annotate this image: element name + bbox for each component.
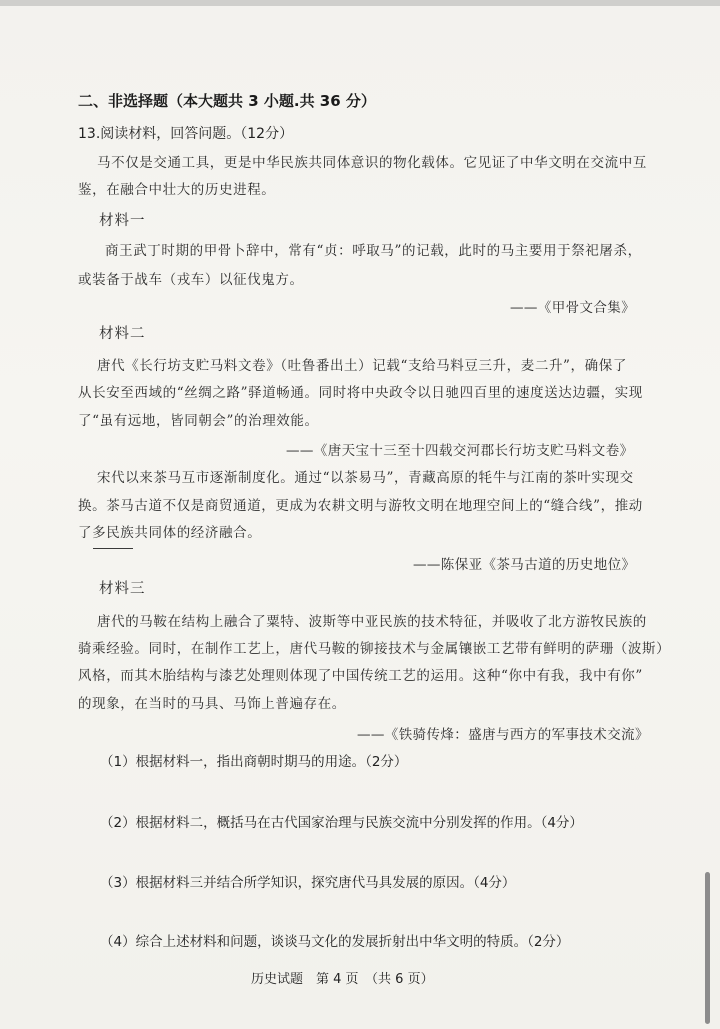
material-text-line: 或装备于战车（戎车）以征伐鬼方。 <box>78 272 304 288</box>
intro-line: 马不仅是交通工具，更是中华民族共同体意识的物化载体。它见证了中华文明在交流中互 <box>97 155 647 171</box>
material-label: 材料二 <box>99 326 146 342</box>
page-footer: 历史试题 第 4 页 （共 6 页） <box>251 972 434 987</box>
material-text-line: 宋代以来茶马互市逐渐制度化。通过“以茶易马”，青藏高原的牦牛与江南的茶叶实现交 <box>97 470 634 486</box>
section-title: 二、非选择题（本大题共 3 小题.共 36 分） <box>78 92 376 110</box>
material-text-line: 换。茶马古道不仅是商贸通道，更成为农耕文明与游牧文明在地理空间上的“缝合线”，推动 <box>78 498 643 514</box>
material-source: ——陈保亚《茶马古道的历史地位》 <box>413 557 636 573</box>
material-text-line: 唐代《长行坊支贮马料文卷》（吐鲁番出土）记载“支给马料豆三升，麦二升”，确保了 <box>97 358 627 374</box>
intro-line: 鉴，在融合中壮大的历史进程。 <box>78 182 276 198</box>
top-edge <box>0 0 720 6</box>
subquestion-3: （3）根据材料三并结合所学知识，探究唐代马具发展的原因。（4分） <box>100 875 516 891</box>
material-text-line: 了“虽有远地，皆同朝会”的治理效能。 <box>78 413 319 429</box>
material-text-line: 从长安至西域的“丝绸之路”驿道畅通。同时将中央政令以日驰四百里的速度送达边疆，实现 <box>78 385 643 401</box>
material-source: ——《铁骑传烽：盛唐与西方的军事技术交流》 <box>357 727 649 743</box>
material-source: ——《唐天宝十三至十四载交河郡长行坊支贮马料文卷》 <box>286 443 634 459</box>
scrollbar[interactable] <box>705 872 710 1024</box>
question-title: 13.阅读材料，回答问题。（12分） <box>78 126 294 142</box>
material-text-line: 了多民族共同体的经济融合。 <box>78 525 262 541</box>
material-text-line: 商王武丁时期的甲骨卜辞中，常有“贞：呼取马”的记载，此时的马主要用于祭祀屠杀， <box>105 243 642 259</box>
material-text-line: 风格，而其木胎结构与漆艺处理则体现了中国传统工艺的运用。这种“你中有我，我中有你” <box>78 668 643 684</box>
material-text-line: 的现象，在当时的马具、马饰上普遍存在。 <box>78 696 346 712</box>
subquestion-4: （4）综合上述材料和问题，谈谈马文化的发展折射出中华文明的特质。（2分） <box>100 934 570 950</box>
pen-underline <box>93 548 133 549</box>
material-label: 材料一 <box>99 213 146 229</box>
material-source: ——《甲骨文合集》 <box>510 300 636 316</box>
subquestion-1: （1）根据材料一，指出商朝时期马的用途。（2分） <box>100 754 408 770</box>
material-label: 材料三 <box>99 581 146 597</box>
material-text-line: 骑乘经验。同时，在制作工艺上，唐代马鞍的铆接技术与金属镶嵌工艺带有鲜明的萨珊（波斯） <box>78 641 671 657</box>
subquestion-2: （2）根据材料二，概括马在古代国家治理与民族交流中分别发挥的作用。（4分） <box>100 815 583 831</box>
material-text-line: 唐代的马鞍在结构上融合了粟特、波斯等中亚民族的技术特征，并吸收了北方游牧民族的 <box>97 614 647 630</box>
